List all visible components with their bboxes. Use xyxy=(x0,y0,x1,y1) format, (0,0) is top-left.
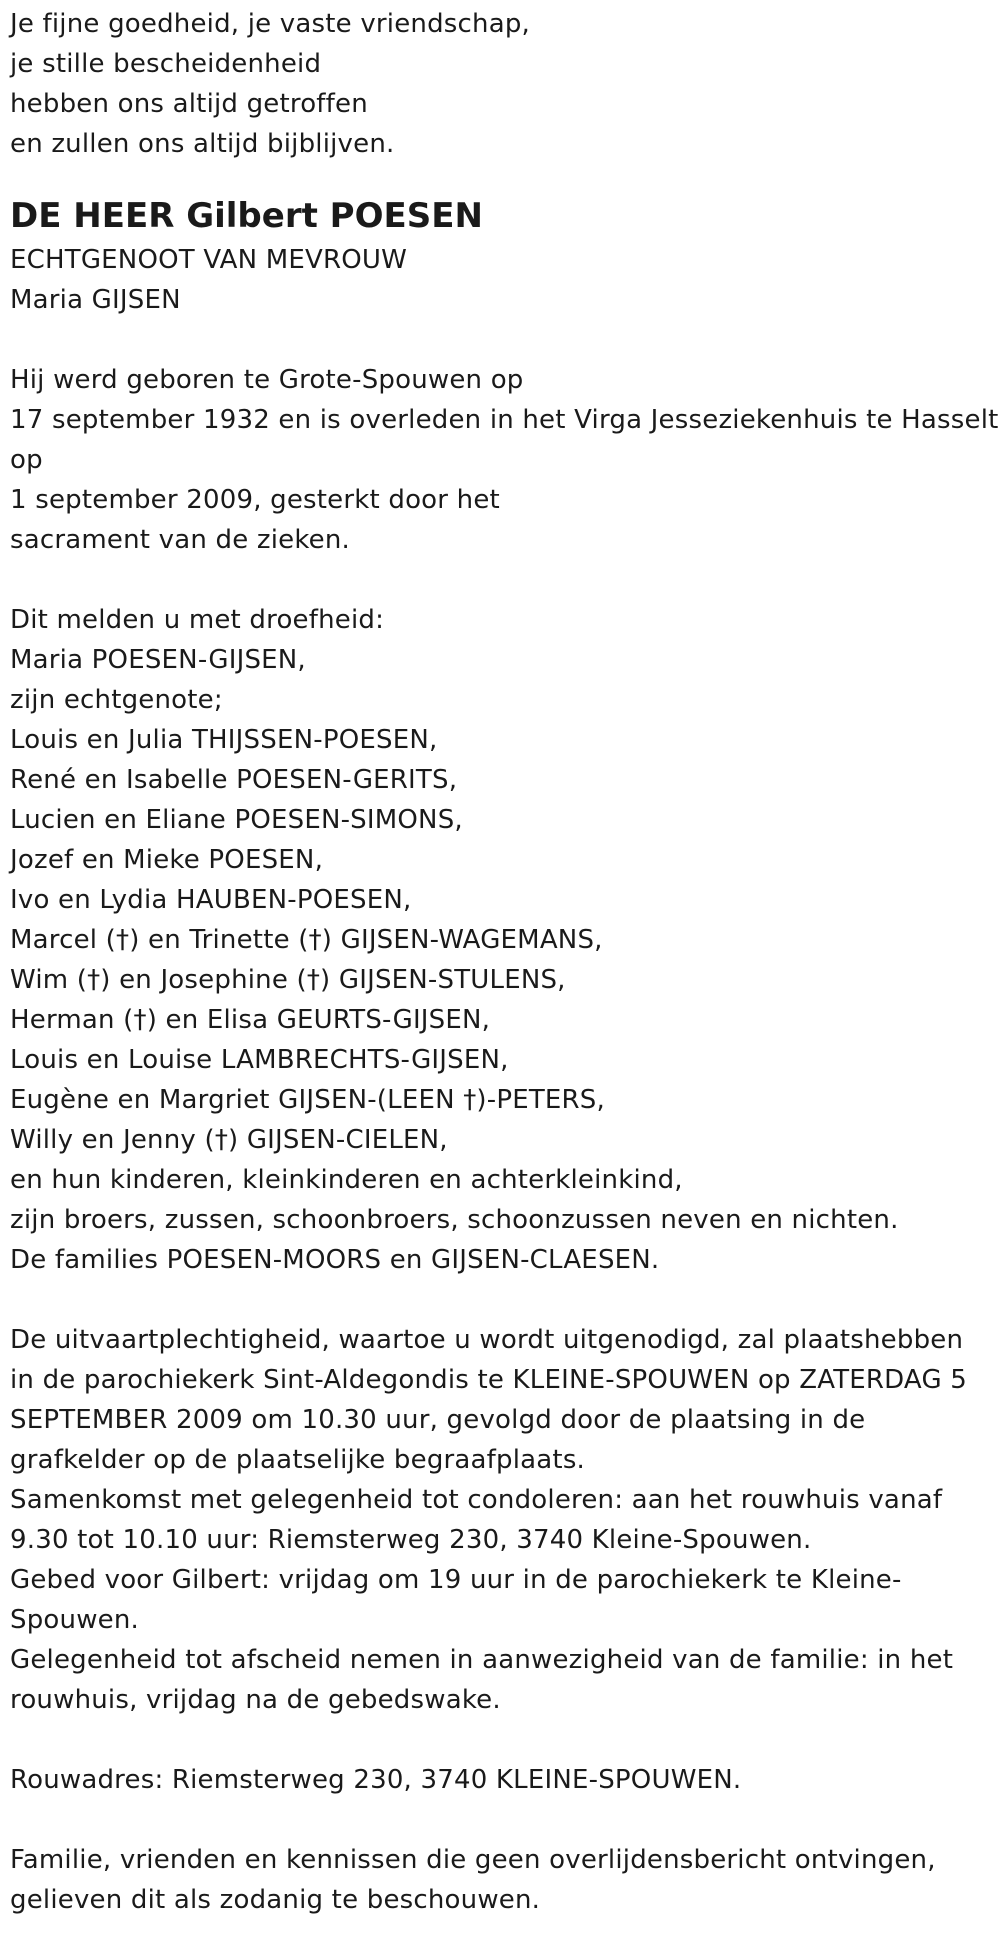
deceased-name-heading: DE HEER Gilbert POESEN xyxy=(10,196,483,236)
spouse-line: Maria GIJSEN xyxy=(10,285,181,315)
spouse-line: ECHTGENOOT VAN MEVROUW xyxy=(10,245,408,275)
ceremony-line: in de parochiekerk Sint-Aldegondis te KLEINE-SPOUWEN op ZATERDAG 5 xyxy=(10,1365,968,1395)
spacer xyxy=(10,320,1000,360)
spacer xyxy=(10,560,1000,600)
ceremony-line: Gelegenheid tot afscheid nemen in aanwezigheid van de familie: in het xyxy=(10,1645,954,1675)
ceremony-line: grafkelder op de plaatselijke begraafplaats. xyxy=(10,1445,586,1475)
spacer xyxy=(10,1280,1000,1320)
birth-death-line: 1 september 2009, gesterkt door het xyxy=(10,485,500,515)
birth-death-line: 17 september 1932 en is overleden in het Virga Jesseziekenhuis te Hasselt xyxy=(10,405,999,435)
ceremony-line: De uitvaartplechtigheid, waartoe u wordt uitgenodigd, zal plaatshebben xyxy=(10,1325,964,1355)
announcement-line: Dit melden u met droefheid: xyxy=(10,605,385,635)
birth-death-line: Hij werd geboren te Grote-Spouwen op xyxy=(10,365,524,395)
announcement-line: Louis en Louise LAMBRECHTS-GIJSEN, xyxy=(10,1045,509,1075)
announcement-line: en hun kinderen, kleinkinderen en achterkleinkind, xyxy=(10,1165,683,1195)
poem-line: en zullen ons altijd bijblijven. xyxy=(10,129,395,159)
ceremony-line: SEPTEMBER 2009 om 10.30 uur, gevolgd door de plaatsing in de xyxy=(10,1405,866,1435)
announcement-line: Marcel (†) en Trinette (†) GIJSEN-WAGEMANS, xyxy=(10,925,603,955)
announcement-line: Eugène en Margriet GIJSEN-(LEEN †)-PETERS, xyxy=(10,1085,605,1115)
announcement-line: Louis en Julia THIJSSEN-POESEN, xyxy=(10,725,438,755)
announcement-section xyxy=(10,600,1000,1280)
birth-death-section xyxy=(10,360,1000,560)
ceremony-line: 9.30 tot 10.10 uur: Riemsterweg 230, 3740 Kleine-Spouwen. xyxy=(10,1525,812,1555)
announcement-line: Herman (†) en Elisa GEURTS-GIJSEN, xyxy=(10,1005,491,1035)
ceremony-line: Gebed voor Gilbert: vrijdag om 19 uur in de parochiekerk te Kleine- xyxy=(10,1565,902,1595)
closing-section xyxy=(10,1840,1000,1920)
ceremony-line: Spouwen. xyxy=(10,1605,139,1635)
poem-line: Je fijne goedheid, je vaste vriendschap, xyxy=(10,9,531,39)
announcement-line: Ivo en Lydia HAUBEN-POESEN, xyxy=(10,885,412,915)
spacer xyxy=(10,1720,1000,1760)
spouse-section xyxy=(10,240,1000,320)
announcement-line: Jozef en Mieke POESEN, xyxy=(10,845,324,875)
closing-line: gelieven dit als zodanig te beschouwen. xyxy=(10,1885,541,1915)
announcement-line: zijn echtgenote; xyxy=(10,685,223,715)
closing-line: Familie, vrienden en kennissen die geen overlijdensbericht ontvingen, xyxy=(10,1845,936,1875)
announcement-line: De families POESEN-MOORS en GIJSEN-CLAESEN. xyxy=(10,1245,660,1275)
spacer xyxy=(10,1800,1000,1840)
poem-line: hebben ons altijd getroffen xyxy=(10,89,368,119)
announcement-line: Willy en Jenny (†) GIJSEN-CIELEN, xyxy=(10,1125,448,1155)
ceremony-line: rouwhuis, vrijdag na de gebedswake. xyxy=(10,1685,501,1715)
announcement-line: Maria POESEN-GIJSEN, xyxy=(10,645,306,675)
birth-death-line: sacrament van de zieken. xyxy=(10,525,351,555)
birth-death-line: op xyxy=(10,445,43,475)
ceremony-line: Samenkomst met gelegenheid tot condoleren: aan het rouwhuis vanaf xyxy=(10,1485,943,1515)
announcement-line: René en Isabelle POESEN-GERITS, xyxy=(10,765,458,795)
poem-line: je stille bescheidenheid xyxy=(10,49,322,79)
announcement-line: zijn broers, zussen, schoonbroers, schoonzussen neven en nichten. xyxy=(10,1205,899,1235)
announcement-line: Wim (†) en Josephine (†) GIJSEN-STULENS, xyxy=(10,965,566,995)
poem-section xyxy=(10,4,1000,164)
ceremony-section xyxy=(10,1320,1000,1720)
mourning-address: Rouwadres: Riemsterweg 230, 3740 KLEINE-SPOUWEN. xyxy=(10,1765,742,1795)
announcement-line: Lucien en Eliane POESEN-SIMONS, xyxy=(10,805,463,835)
